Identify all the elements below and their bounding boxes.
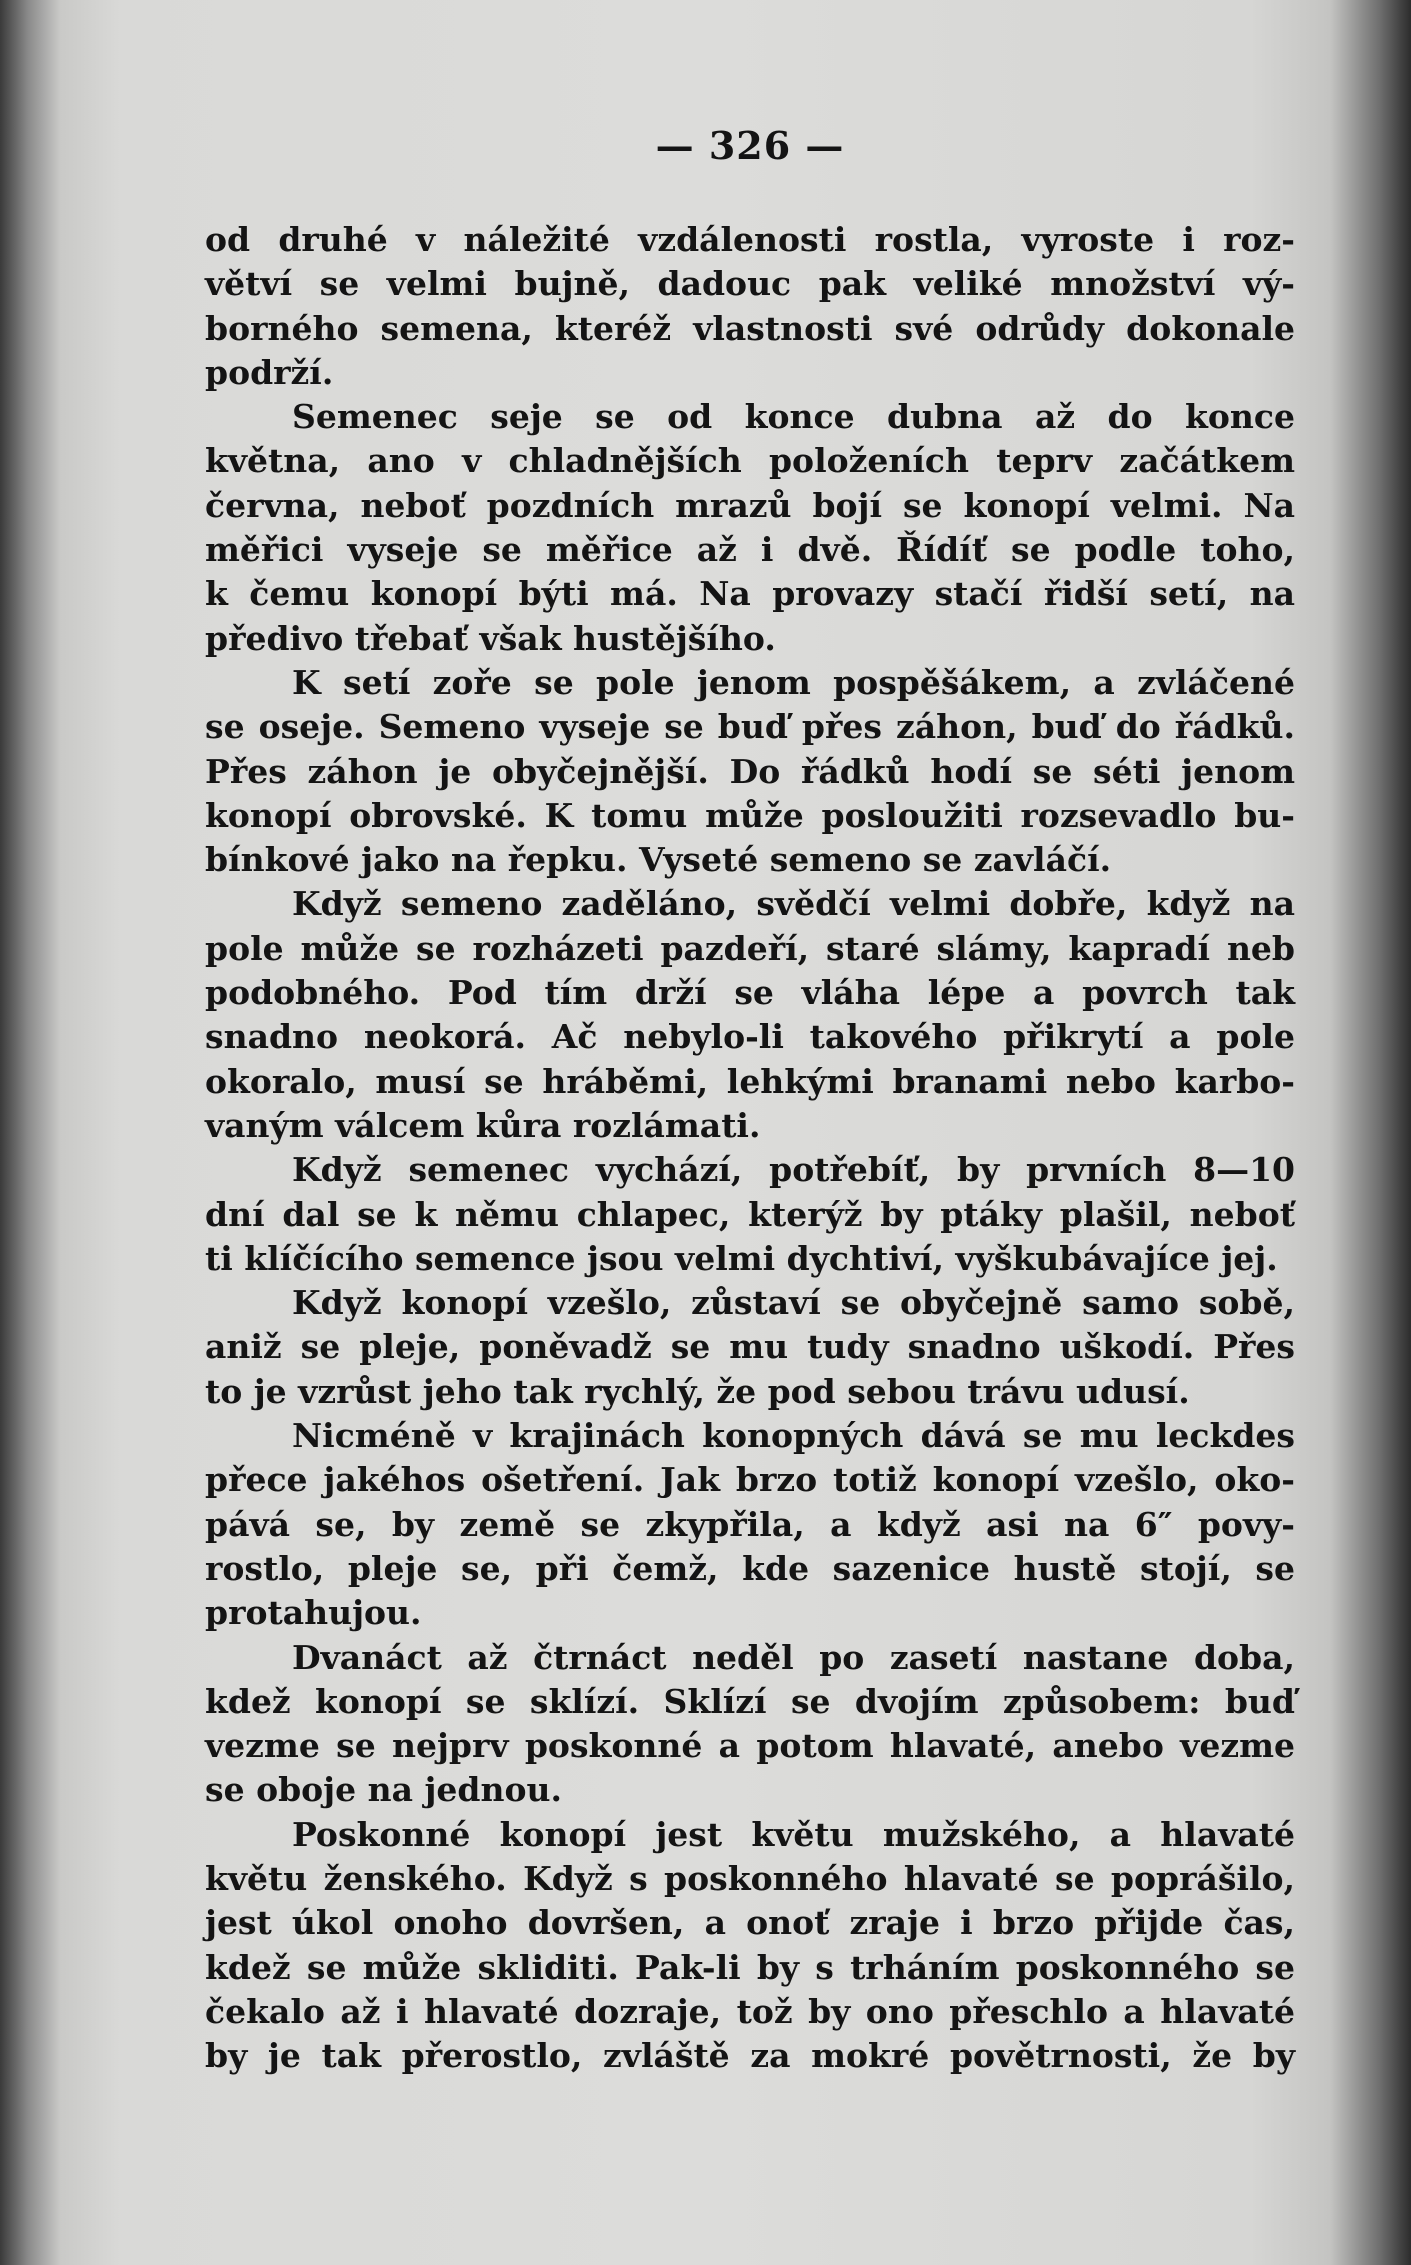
text-line: okoralo, musí se hráběmi, lehkými branami nebo karbo- bbox=[205, 1061, 1295, 1101]
text-line: Když konopí vzešlo, zůstaví se obyčejně samo sobě, bbox=[292, 1283, 1295, 1323]
text-line: jest úkol onoho dovršen, a onoť zraje i brzo přijde čas, bbox=[205, 1903, 1295, 1943]
text-line: dní dal se k němu chlapec, kterýž by ptáky plašil, neboť bbox=[205, 1194, 1295, 1234]
text-line: bínkové jako na řepku. Vyseté semeno se zavláčí. bbox=[205, 840, 1112, 880]
text-line: kdež konopí se sklízí. Sklízí se dvojím způsobem: buď bbox=[205, 1681, 1295, 1721]
text-line: Když semeno zaděláno, svědčí velmi dobře, když na bbox=[292, 884, 1295, 924]
text-line: června, neboť pozdních mrazů bojí se konopí velmi. Na bbox=[205, 485, 1295, 525]
text-line: května, ano v chladnějších položeních teprv začátkem bbox=[205, 441, 1295, 481]
text-line: k čemu konopí býti má. Na provazy stačí řidší setí, na bbox=[205, 574, 1295, 614]
text-line: aniž se pleje, poněvadž se mu tudy snadno uškodí. Přes bbox=[205, 1327, 1295, 1367]
text-line: se oboje na jednou. bbox=[205, 1770, 562, 1810]
text-line: rostlo, pleje se, při čemž, kde sazenice hustě stojí, se bbox=[205, 1548, 1295, 1588]
page-number: — 326 — bbox=[655, 123, 845, 168]
text-line: Když semenec vychází, potřebíť, by prvních 8—10 bbox=[292, 1150, 1295, 1190]
text-line: konopí obrovské. K tomu může posloužiti rozsevadlo bu- bbox=[205, 795, 1295, 835]
text-line: to je vzrůst jeho tak rychlý, že pod sebou trávu udusí. bbox=[205, 1371, 1190, 1411]
text-line: podobného. Pod tím drží se vláha lépe a povrch tak bbox=[205, 973, 1295, 1013]
text-line: přece jakéhos ošetření. Jak brzo totiž konopí vzešlo, oko- bbox=[205, 1460, 1295, 1500]
text-line: čekalo až i hlavaté dozraje, tož by ono přeschlo a hlavaté bbox=[205, 1991, 1295, 2031]
text-line: K setí zoře se pole jenom pospěšákem, a zvláčené bbox=[292, 662, 1295, 702]
text-line: borného semena, kteréž vlastnosti své odrůdy dokonale bbox=[205, 308, 1295, 348]
body-text bbox=[205, 218, 1295, 2078]
text-line: Dvanáct až čtrnáct neděl po zasetí nastane doba, bbox=[292, 1637, 1295, 1677]
text-line: by je tak přerostlo, zvláště za mokré povětrnosti, že by bbox=[205, 2036, 1295, 2076]
text-line: Nicméně v krajinách konopných dává se mu leckdes bbox=[292, 1416, 1295, 1456]
text-line: pole může se rozházeti pazdeří, staré slámy, kapradí neb bbox=[205, 928, 1295, 968]
text-line: Poskonné konopí jest květu mužského, a hlavaté bbox=[292, 1814, 1295, 1854]
text-line: od druhé v náležité vzdálenosti rostla, vyroste i roz- bbox=[205, 220, 1295, 259]
text-line: pává se, by země se zkypřila, a když asi na 6″ povy- bbox=[205, 1504, 1295, 1544]
text-line: vezme se nejprv poskonné a potom hlavaté, anebo vezme bbox=[205, 1726, 1295, 1766]
text-line: protahujou. bbox=[205, 1593, 422, 1633]
text-line: se oseje. Semeno vyseje se buď přes záhon, buď do řádků. bbox=[205, 707, 1295, 747]
text-line: vaným válcem kůra rozlámati. bbox=[205, 1105, 761, 1145]
text-line: květu ženského. Když s poskonného hlavaté se poprášilo, bbox=[205, 1858, 1295, 1898]
text-line: Přes záhon je obyčejnější. Do řádků hodí se séti jenom bbox=[205, 751, 1295, 791]
book-page bbox=[205, 118, 1295, 2118]
text-line: snadno neokorá. Ač nebylo-li takového přikrytí a pole bbox=[205, 1017, 1295, 1057]
text-line: Semenec seje se od konce dubna až do konce bbox=[292, 397, 1295, 437]
text-line: větví se velmi bujně, dadouc pak veliké množství vý- bbox=[205, 264, 1295, 304]
text-line: kdež se může skliditi. Pak-li by s trháním poskonného se bbox=[205, 1947, 1295, 1987]
text-line: předivo třebať však hustějšího. bbox=[205, 618, 776, 658]
text-line: ti klíčícího semence jsou velmi dychtiví, vyškubávajíce jej. bbox=[205, 1238, 1278, 1278]
text-line: měřici vyseje se měřice až i dvě. Řídíť se podle toho, bbox=[205, 530, 1295, 570]
text-line: podrží. bbox=[205, 352, 334, 392]
